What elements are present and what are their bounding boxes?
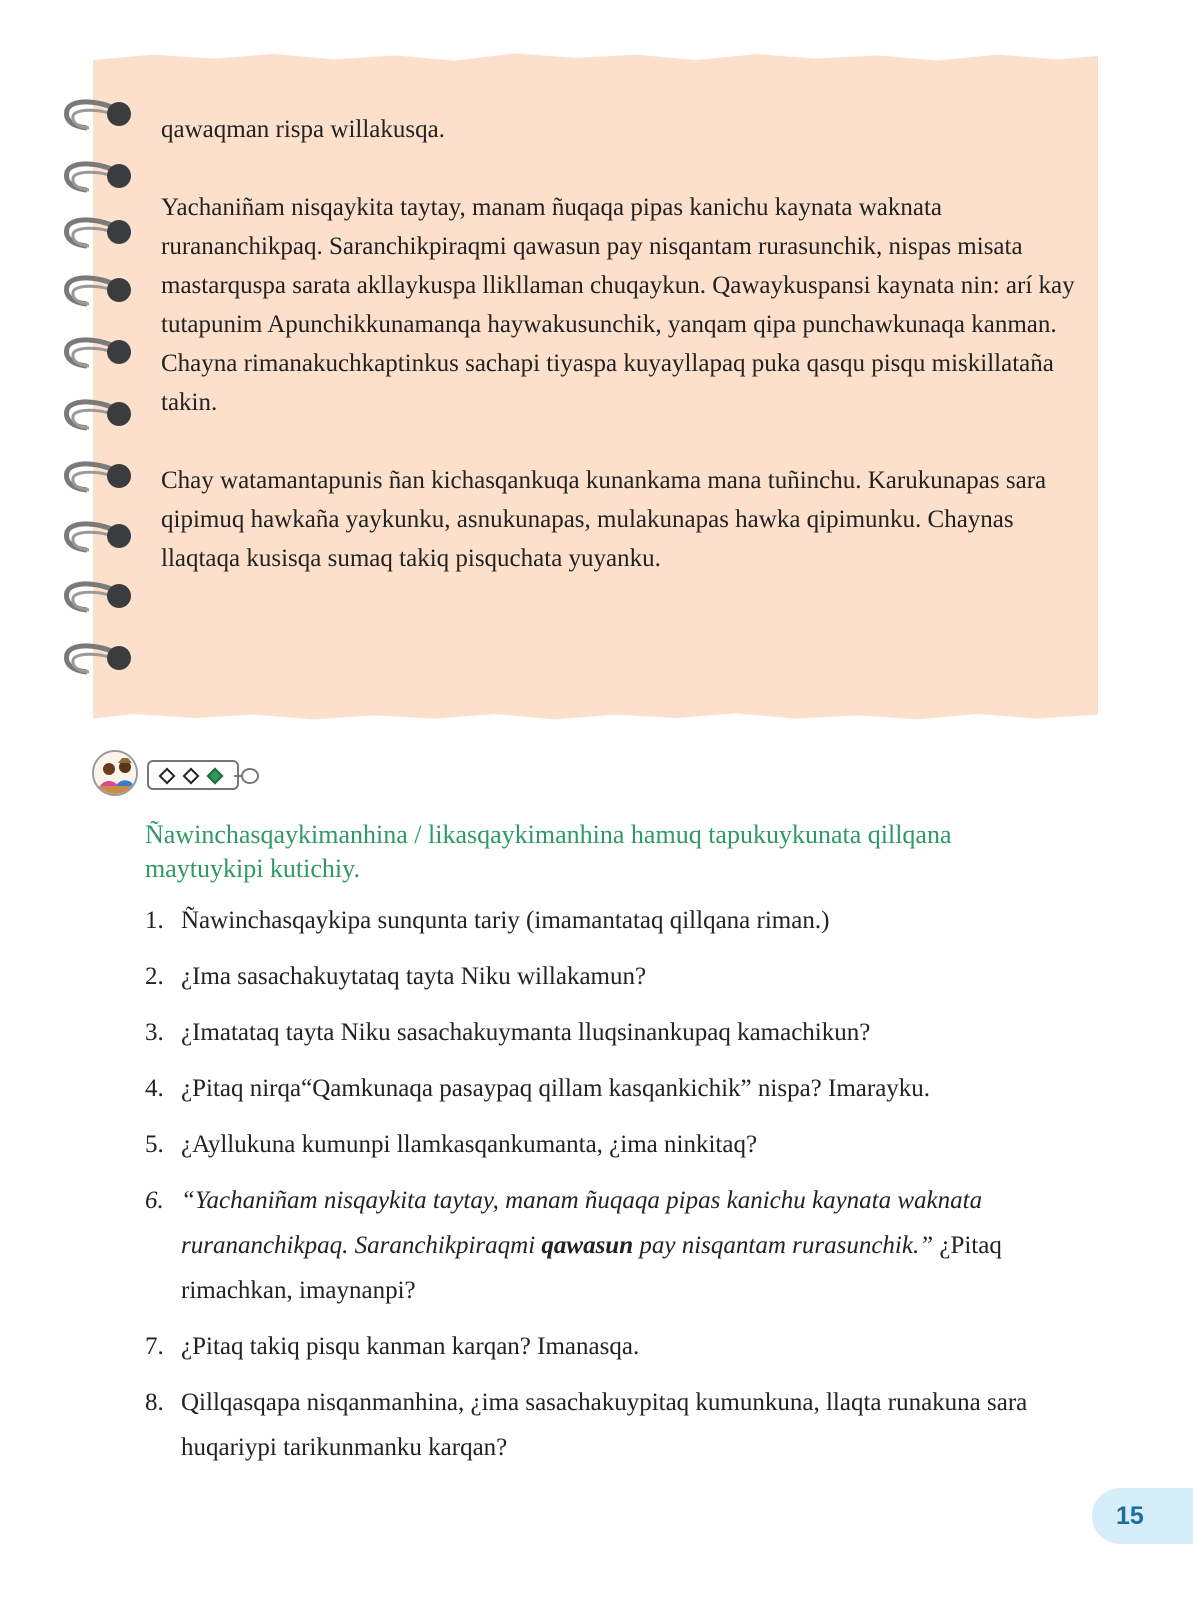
question-number: 1. (145, 907, 164, 934)
question-item (145, 898, 1085, 943)
question-text: ¿Ayllukuna kumunpi llamkasqankumanta, ¿ima ninkitaq? (181, 1131, 758, 1158)
filled-diamond-icon (207, 768, 224, 785)
spiral-ring-icon (63, 578, 135, 622)
question-item (145, 1380, 1085, 1470)
spiral-ring-icon (63, 518, 135, 562)
spiral-ring-icon (63, 272, 135, 316)
question-item (145, 1324, 1085, 1369)
question-number: 7. (145, 1333, 164, 1360)
question-list (145, 898, 1085, 1481)
question-text: ¿Pitaq takiq pisqu kanman karqan? Imanasqa. (181, 1333, 640, 1360)
page-number-badge: 15 (1092, 1488, 1193, 1544)
spiral-ring-icon (63, 158, 135, 202)
spiral-ring-icon (63, 640, 135, 684)
question-quote-end: pay nisqantam rurasunchik.” (633, 1232, 934, 1259)
empty-diamond-icon (183, 768, 200, 785)
question-text: Ñawinchasqaykipa sunqunta tariy (imamantataq qillqana riman.) (181, 907, 830, 934)
question-number: 8. (145, 1389, 164, 1416)
question-number: 3. (145, 1019, 164, 1046)
story-paragraph: qawaqman rispa willakusqa. (161, 116, 445, 143)
question-text: ¿Imatataq tayta Niku sasachakuymanta lluqsinankupaq kamachikun? (181, 1019, 871, 1046)
question-item (145, 1066, 1085, 1111)
question-number: 6. (145, 1187, 164, 1214)
question-number: 5. (145, 1131, 164, 1158)
story-paragraph: Chay watamantapunis ñan kichasqankuqa kunankama mana tuñinchu. Karukunapas sara qipimuq hawkaña yaykunku, asnukunapas, mulakunapas hawka qipimunku. Chaynas llaqtaqa kusisqa sumaq takiq pisquchata yuyanku. (161, 467, 1047, 572)
spiral-ring-icon (63, 458, 135, 502)
question-number: 2. (145, 963, 164, 990)
activity-instruction: Ñawinchasqaykimanhina / likasqaykimanhina hamuq tapukuykunata qillqana maytuykipi kutichiy. (145, 820, 952, 883)
question-number: 4. (145, 1075, 164, 1102)
question-item (145, 1010, 1085, 1055)
question-item (145, 1178, 1085, 1313)
spiral-ring-icon (63, 396, 135, 440)
tag-string-icon (234, 766, 260, 786)
spiral-ring-icon (63, 214, 135, 258)
question-item (145, 1122, 1085, 1167)
question-text: ¿Ima sasachakuytataq tayta Niku willakamun? (181, 963, 647, 990)
question-quote-bold: qawasun (541, 1232, 634, 1259)
empty-diamond-icon (159, 768, 176, 785)
question-item (145, 954, 1085, 999)
spiral-ring-icon (63, 334, 135, 378)
question-quote: “Yachaniñam nisqaykita taytay, manam ñuqaqa pipas kanichu kaynata waknata rurananchikpaq. Saranchikpiraqmi (181, 1187, 983, 1259)
students-writing-icon (92, 750, 138, 796)
difficulty-level-badge (147, 760, 239, 790)
question-text: Qillqasqapa nisqanmanhina, ¿ima sasachakuypitaq kumunkuna, llaqta runakuna sara huqariypi tarikunmanku karqan? (181, 1389, 1028, 1461)
spiral-ring-icon (63, 96, 135, 140)
question-text: ¿Pitaq nirqa“Qamkunaqa pasaypaq qillam kasqankichik” nispa? Imarayku. (181, 1075, 931, 1102)
story-paragraph: Yachaniñam nisqaykita taytay, manam ñuqaqa pipas kanichu kaynata waknata rurananchikpaq. Saranchikpiraqmi qawasun pay nisqantam rurasunchik, nispas misata mastarquspa sarata akllaykuspa llikllaman chuqaykun. Qawaykuspansi kaynata nin: arí kay tutapunim Apunchikkunamanqa haywakusunchik, yanqam qipa punchawkunaqa kanman. Chayna rimanakuchkaptinkus sachapi tiyaspa kuyayllapaq puka qasqu pisqu miskillataña takin. (161, 194, 1075, 416)
question-text: ¿Pitaq rimachkan, imaynanpi? (181, 1232, 1002, 1304)
activity-header (92, 750, 292, 800)
story-text (161, 110, 1081, 578)
